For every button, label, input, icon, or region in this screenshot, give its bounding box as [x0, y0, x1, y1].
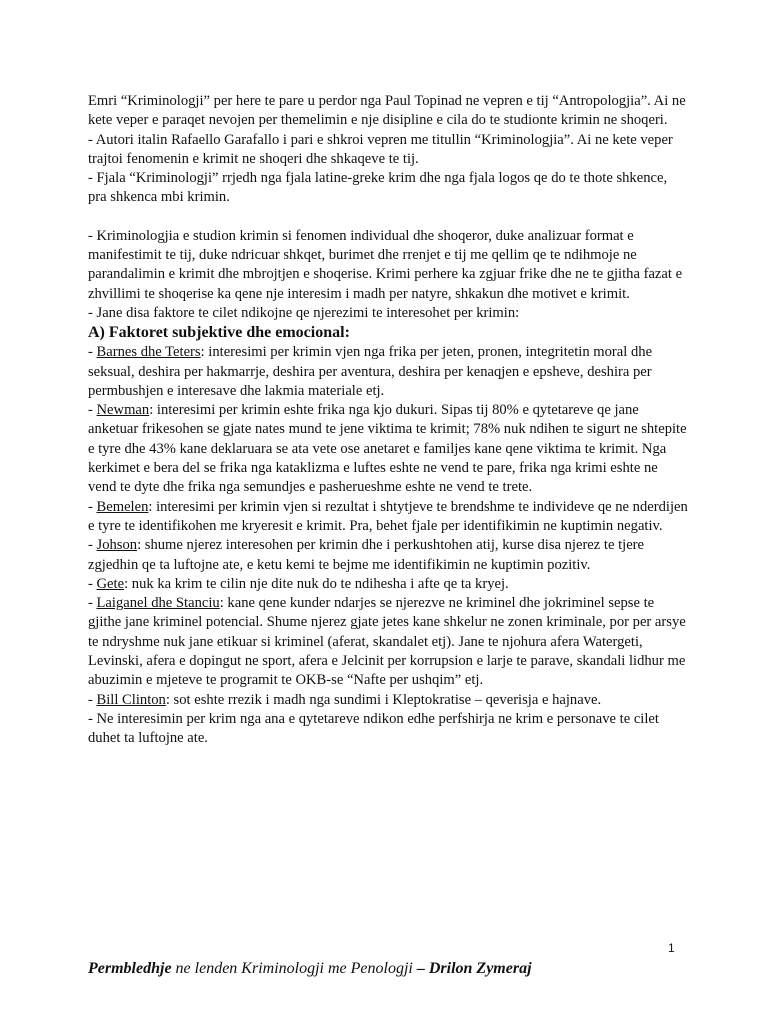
document-body	[88, 92, 688, 749]
author-name: Laiganel dhe Stanciu	[96, 595, 220, 612]
author-name: Bill Clinton	[96, 691, 166, 708]
paragraph-spacer	[88, 208, 688, 227]
paragraph-definition: - Kriminologjia e studion krimin si fenomen individual dhe shoqeror, duke analizuar format e manifestimit te tij, duke ndricuar shkqet, burimet dhe rrenjet e tij me qellim qe te ndihmoje ne parandalimin e krimit dhe mbrojtjen e shoqerise. Krimi perhere ka zgjuar frike dhe ne te gjitha fazat e zhvillimi te shoqerise ka qene nje interesim i madh per natyre, shkakun dhe motivet e krimit.	[88, 227, 683, 302]
author-name: Barnes dhe Teters	[96, 344, 201, 361]
author-name: Newman	[96, 402, 150, 419]
paragraph-term-origin: Emri “Kriminologji” per here te pare u perdor nga Paul Topinad ne vepren e tij “Antropologjia”. Ai ne kete veper e paraqet nevojen per themelimin e nje disipline e cila do te studionte krimin ne shoqeri.	[88, 93, 686, 129]
author-entry: - Laiganel dhe Stanciu: kane qene kunder ndarjes se njerezve ne kriminel dhe jokriminel sepse te gjithe jane kriminel potencial. Shume njerez gjate jetes kane shkelur ne zonen kriminale, por per arsye te ndryshme nuk jane etikuar si kriminel (aferat, skandalet etj). Jane te njohura afera Watergeti, Levinski, afera e dopingut ne sport, afera e Jelcinit per korrupsion e larje te parave, skandali lidhur me abuzimin e mjeteve te programit te OKB-se “Nafte per ushqim” etj.	[88, 595, 686, 689]
author-name: Gete	[96, 575, 125, 592]
author-entry: - Barnes dhe Teters: interesimi per krimin vjen nga frika per jeten, pronen, integritetin moral dhe seksual, deshira per hakmarrje, deshira per aventura, deshira per kenaqjen e epsheve, deshira per permbushjen e interesave dhe lakmia materiale etj.	[88, 344, 653, 399]
author-entry: - Bemelen: interesimi per krimin vjen si rezultat i shtytjeve te brendshme te individeve qe ne nderdijen e tyre te identifikohen me kryeresit e krimit. Pra, behet fjale per identifikimin ne kuptimin negativ.	[88, 498, 688, 534]
paragraph-closing: - Ne interesimin per krim nga ana e qytetareve ndikon edhe perfshirja ne krim e personave te cilet duhet ta luftojne ate.	[88, 710, 659, 747]
page-footer	[88, 958, 688, 980]
paragraph-garofalo: - Autori italin Rafaello Garafallo i pari e shkroi vepren me titullin “Kriminologjia”. Ai ne kete veper trajtoi fenomenin e krimit ne shoqeri dhe shkaqeve te tij.	[88, 131, 673, 167]
footer-title: Permbledhje	[88, 960, 172, 977]
paragraph-factors-intro: - Jane disa faktore te cilet ndikojne qe njerezimi te interesohet per krimin:	[88, 304, 520, 321]
author-entry: - Newman: interesimi per krimin eshte frika nga kjo dukuri. Sipas tij 80% e qytetareve qe jane anketuar frikesohen se gjate nates mund te jene viktima te krimit; 78% nuk ndihen te sigurt ne shtepite e tyre dhe 43% kane deklaruara se ata vete ose anetaret e familjes kane qene viktima te krimit. Nga kerkimet e bera del se frika nga kataklizma e luftes eshte ne vend te pare, frika nga krimi eshte ne vend te dyte dhe frika nga semundjes e pasherueshme eshte ne vend te trete.	[88, 402, 687, 496]
page-number: 1	[668, 941, 675, 955]
author-entry: - Gete: nuk ka krim te cilin nje dite nuk do te ndihesha i afte qe ta kryej.	[88, 575, 509, 592]
author-name: Johson	[96, 537, 138, 554]
footer-author: – Drilon Zymeraj	[416, 960, 532, 977]
author-entry: - Bill Clinton: sot eshte rrezik i madh nga sundimi i Kleptokratise – qeverisja e hajnave.	[88, 691, 602, 708]
section-heading: A) Faktoret subjektive dhe emocional:	[88, 324, 350, 342]
footer-subject: ne lenden Kriminologji me Penologji	[171, 960, 417, 977]
paragraph-etymology: - Fjala “Kriminologji” rrjedh nga fjala latine-greke krim dhe nga fjala logos qe do te thote shkence, pra shkenca mbi krimin.	[88, 170, 668, 206]
author-entry: - Johson: shume njerez interesohen per krimin dhe i perkushtohen atij, kurse disa njerez te tjere zgjedhin qe ta luftojne ate, e ketu kemi te bejme me identifikimin ne kuptimin pozitiv.	[88, 537, 645, 573]
author-name: Bemelen	[96, 498, 149, 515]
